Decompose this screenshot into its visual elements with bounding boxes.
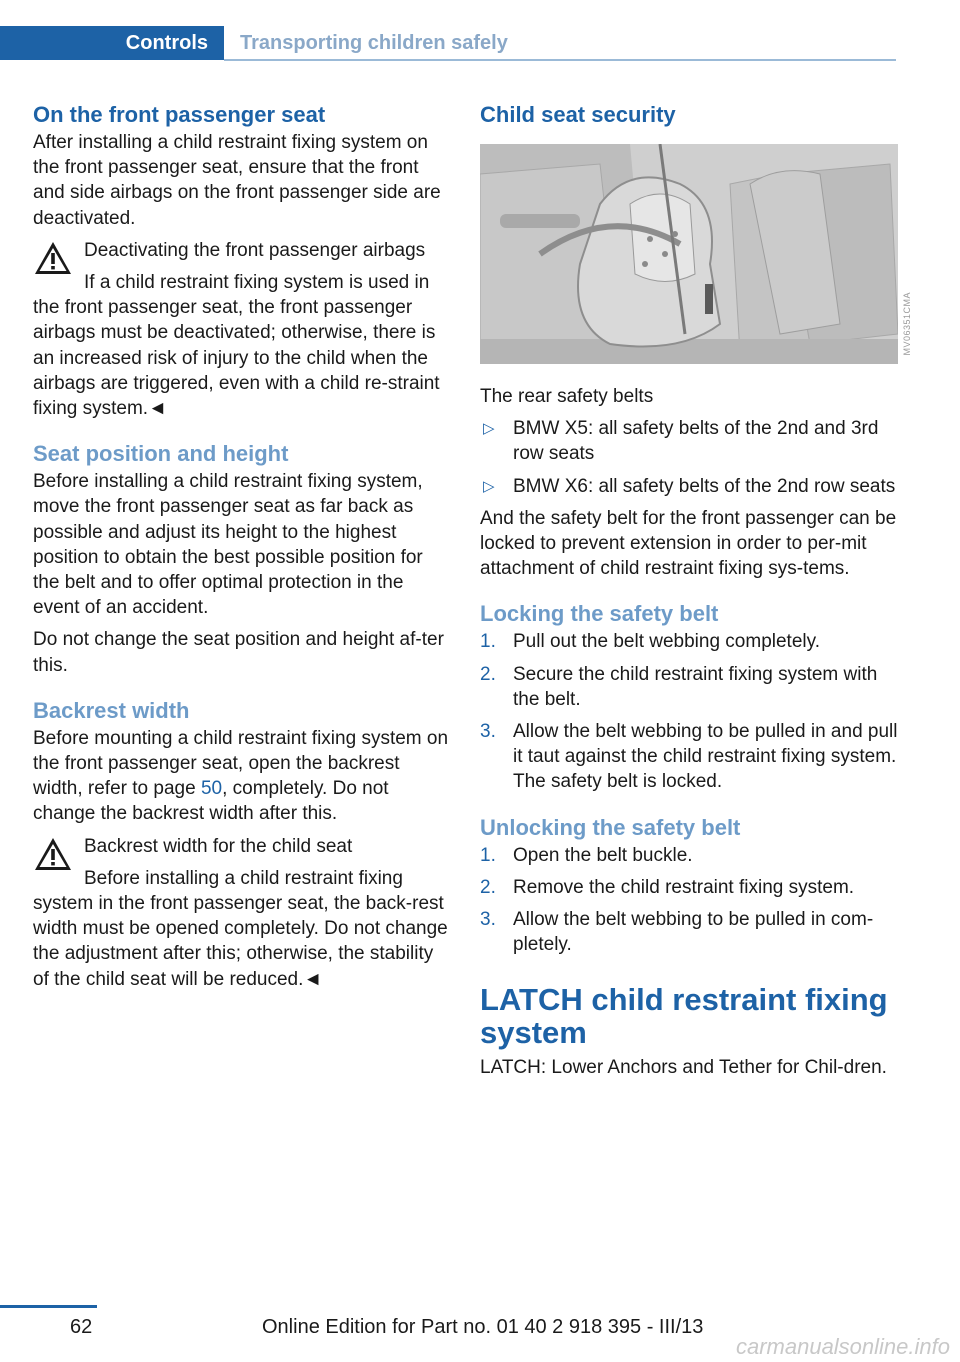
step-text: Remove the child restraint fixing system. [513, 876, 855, 898]
triangle-bullet-icon: ▷ [483, 477, 495, 495]
heading-seat-position: Seat position and height [33, 441, 289, 467]
paragraph: LATCH: Lower Anchors and Tether for Chil‐dren. [480, 1057, 887, 1079]
child-seat-illustration [480, 144, 898, 364]
section-title[interactable]: Transporting children safely [240, 32, 508, 54]
edition-text: Online Edition for Part no. 01 40 2 918 395 - III/13 [262, 1316, 704, 1338]
chapter-tab[interactable]: Controls [0, 26, 224, 60]
warning-text-first-line: If a child restraint fixing system is used in [84, 272, 430, 294]
list-item-text: BMW X5: all safety belts of the 2nd and 3rd row seats [513, 418, 879, 465]
warning-text [33, 270, 451, 421]
step-number: 3. [480, 721, 496, 743]
list-item-text: BMW X6: all safety belts of the 2nd row seats [513, 475, 896, 497]
warning-triangle-icon [33, 240, 73, 276]
step-text: Pull out the belt webbing completely. [513, 631, 820, 653]
list-item [480, 416, 900, 466]
left-column [33, 100, 451, 999]
header-divider [224, 59, 896, 61]
unlocking-steps [480, 843, 900, 958]
paragraph: Before installing a child restraint fixing system, move the front passenger seat as far back as possible and adjust its height to the highest position to obtain the best possible position for the belt and to offer optimal protection in the event of an accident. [33, 471, 423, 619]
list-item [480, 629, 900, 654]
step-text: Allow the belt webbing to be pulled in and pull it taut against the child restraint fixing system. The safety belt is locked. [513, 721, 898, 793]
list-item [480, 474, 900, 499]
footer-divider [0, 1305, 97, 1308]
step-number: 1. [480, 844, 496, 866]
warning-text [33, 866, 451, 992]
warning-text-rest: the front passenger seat, the front passenger airbags must be deactivated; otherwise, there is an increased risk of injury to the child when the airbags are triggered, even with a child re‐straint fixing system.◄ [33, 297, 440, 420]
warning-block [33, 238, 451, 421]
warning-text-first-line: Before installing a child restraint fixing [84, 867, 403, 889]
warning-text-rest: system in the front passenger seat, the back‐rest width must be opened completely. Do not change the adjustment after this; otherwise, the stability of the child seat will be reduced.◄ [33, 893, 448, 990]
paragraph-text: , completely. Do not change the backrest width after this. [33, 778, 389, 825]
paragraph: The rear safety belts [480, 386, 654, 407]
step-text: Secure the child restraint fixing system with the belt. [513, 663, 878, 710]
watermark: carmanualsonline.info [735, 1334, 950, 1359]
image-code: MV06351CMA [902, 292, 912, 356]
page-header [0, 0, 896, 62]
step-text: Allow the belt webbing to be pulled in com‐pletely. [513, 909, 874, 956]
list-item [480, 843, 900, 868]
paragraph: After installing a child restraint fixing system on the front passenger seat, ensure that the front and side airbags on the front passenger side are deactivated. [33, 132, 441, 229]
step-text: Open the belt buckle. [513, 844, 693, 866]
list-item [480, 907, 900, 957]
paragraph [33, 726, 451, 827]
right-column [480, 100, 900, 1088]
step-number: 2. [480, 876, 496, 898]
page-number: 62 [70, 1316, 93, 1338]
seat-belt-list [480, 416, 900, 499]
list-item [480, 875, 900, 900]
heading-child-seat-security: Child seat security [480, 102, 676, 127]
heading-backrest-width: Backrest width [33, 697, 190, 723]
heading-front-passenger-seat: On the front passenger seat [33, 102, 326, 127]
heading-unlocking-belt: Unlocking the safety belt [480, 814, 741, 840]
heading-latch-system: LATCH child restraint fixing system [480, 982, 888, 1051]
warning-triangle-icon [33, 836, 73, 872]
locking-steps [480, 629, 900, 794]
paragraph: Do not change the seat position and height af‐ter this. [33, 629, 444, 676]
warning-block [33, 834, 451, 992]
warning-title: Deactivating the front passenger airbags [84, 239, 426, 261]
heading-locking-belt: Locking the safety belt [480, 601, 719, 627]
child-seat-photo [480, 144, 898, 364]
list-item [480, 662, 900, 712]
step-number: 2. [480, 663, 496, 685]
triangle-bullet-icon: ▷ [483, 420, 495, 438]
paragraph-text: Before mounting a child restraint fixing system on the front passenger seat, open the backrest width, refer to page [33, 727, 449, 800]
step-number: 1. [480, 631, 496, 653]
page-reference-link[interactable]: 50 [200, 778, 223, 800]
step-number: 3. [480, 909, 496, 931]
paragraph: And the safety belt for the front passenger can be locked to prevent extension in order to per‐mit attachment of child restraint fixing sys‐tems. [480, 507, 897, 580]
list-item [480, 719, 900, 795]
warning-title: Backrest width for the child seat [84, 835, 353, 857]
